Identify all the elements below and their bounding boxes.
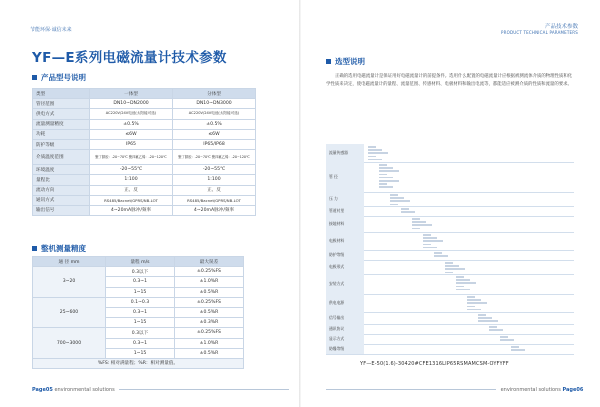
code-cell (423, 247, 437, 249)
code-cell (445, 262, 453, 264)
row-label: 环境温度 (33, 165, 90, 175)
code-cell (379, 183, 387, 185)
code-cell (368, 156, 376, 158)
code-cell (379, 174, 387, 176)
code-cell (423, 244, 431, 246)
footer-rule (119, 389, 289, 390)
selection-code-table (326, 144, 574, 354)
footer-brand: environmental solutions (54, 387, 115, 393)
selection-row (326, 162, 574, 193)
header-cell: 最大误差 (175, 257, 244, 267)
selection-row-label: 压 力 (326, 192, 364, 206)
section-model-title: 产品型号说明 (41, 73, 86, 82)
section-square-icon (326, 59, 331, 64)
table-row (33, 129, 256, 139)
code-cell (401, 211, 415, 213)
code-cell (511, 349, 525, 351)
header-tag-en: PRODUCT TECHNICAL PARAMETERS (501, 30, 578, 35)
cell: ±0.5%R (175, 348, 244, 358)
code-cell (500, 339, 514, 341)
code-cell (467, 302, 487, 304)
code-cell (467, 306, 475, 308)
row-label: 防护等级 (33, 139, 90, 149)
section-accuracy-title: 整机测量精度 (41, 244, 86, 253)
code-cell (478, 320, 498, 322)
table-row (33, 165, 256, 175)
selection-row (326, 294, 574, 313)
code-cell (423, 234, 431, 236)
table-row (33, 119, 256, 129)
header-cell: 一体型 (90, 89, 173, 99)
code-cell (445, 268, 465, 270)
right-header-tag (501, 22, 578, 35)
code-cell (456, 289, 470, 291)
code-cell (379, 177, 393, 179)
row-label: 量程比 (33, 175, 90, 185)
cell: AC220V/24V电池(太阳能可选) (90, 109, 173, 119)
code-cell (368, 159, 382, 161)
selection-row (326, 344, 574, 355)
header-cell: 分体型 (173, 89, 256, 99)
cell: ±0.5% (173, 119, 256, 129)
selection-row-label: 显示方式 (326, 334, 364, 344)
cell: 1~15 (106, 287, 175, 297)
code-cell (412, 228, 420, 230)
table-row (33, 139, 256, 149)
selection-row-label: 流量传感器 (326, 144, 364, 162)
code-cell (478, 317, 492, 319)
selection-row-label: 信号输出 (326, 312, 364, 324)
cell: ±1.0%R (175, 277, 244, 287)
row-label: 输出信号 (33, 205, 90, 215)
code-cell (489, 329, 503, 331)
cell: 0.3~1 (106, 307, 175, 317)
row-label: 供电方式 (33, 109, 90, 119)
selection-row-label: 接地材料 (326, 216, 364, 232)
cell: 4~20mA脉冲/频率 (90, 205, 173, 215)
code-cell (423, 237, 437, 239)
model-spec-table (32, 88, 256, 216)
code-cell (390, 204, 398, 206)
code-cell (511, 346, 519, 348)
cell: AC220V/24V电池(太阳能可选) (173, 109, 256, 119)
diameter-cell: 25~600 (33, 297, 106, 328)
cell: 聚丁腈胶：-20~70℃ 聚四氟乙烯：-20~120℃ (173, 150, 256, 165)
code-cell (412, 218, 420, 220)
document-title: YF—E系列电磁流量计技术参数 (32, 50, 227, 66)
section-square-icon (32, 246, 37, 251)
selection-row-label: 供电电源 (326, 294, 364, 312)
code-cell (368, 149, 382, 151)
code-cell (379, 180, 399, 182)
code-cell (467, 299, 481, 301)
selection-row (326, 260, 574, 275)
code-cell (368, 152, 388, 154)
table-row (33, 205, 256, 215)
table-row (33, 109, 256, 119)
cell: ±1.0%R (175, 338, 244, 348)
table-row (33, 150, 256, 165)
accuracy-table (32, 256, 244, 369)
selection-row (326, 144, 574, 163)
cell: RS485/Bacnet/GPRS/NB-LOT (90, 195, 173, 205)
selection-row-label: 防护等级 (326, 250, 364, 260)
header-tag-cn: 产品技术参数 (544, 24, 578, 30)
cell: RS485/Bacnet/GPRS/NB-LOT (173, 195, 256, 205)
code-cell (379, 167, 393, 169)
row-label: 管径范围 (33, 99, 90, 109)
selection-row (326, 192, 574, 207)
cell: ±0.3%R (175, 318, 244, 328)
code-cell (456, 286, 464, 288)
cell: 1~15 (106, 318, 175, 328)
code-cell (489, 326, 497, 328)
code-cell (467, 296, 475, 298)
code-cell (456, 282, 476, 284)
code-cell (379, 164, 387, 166)
code-cell (423, 240, 443, 242)
section-selection-heading (326, 56, 365, 67)
code-cell (401, 208, 409, 210)
table-row (33, 328, 244, 338)
cell: ±0.25%FS (175, 267, 244, 277)
selection-row-label: 通讯协议 (326, 324, 364, 334)
cell: IP65/IP68 (173, 139, 256, 149)
right-footer (326, 387, 583, 393)
cell: 1:100 (90, 175, 173, 185)
page-number: Page06 (562, 387, 584, 393)
header-cell: 通 径 mm (33, 257, 106, 267)
table-row (33, 175, 256, 185)
diameter-cell: 3~20 (33, 267, 106, 298)
code-cell (379, 170, 399, 172)
row-label: 介质温度范围 (33, 150, 90, 165)
table-header-row (33, 89, 256, 99)
cell: 1~15 (106, 348, 175, 358)
cell: 正、反 (173, 185, 256, 195)
accuracy-note: %FS: 相对满量程；%R：相对测量值。 (33, 358, 244, 368)
cell: DN10~DN3000 (173, 99, 256, 109)
code-cell (412, 221, 426, 223)
table-header-row (33, 257, 244, 267)
left-footer (32, 387, 289, 393)
code-cell (412, 224, 432, 226)
cell: 0.3~1 (106, 277, 175, 287)
code-cell (434, 252, 442, 254)
table-row (33, 267, 244, 277)
selection-row-label: 电极形式 (326, 260, 364, 274)
code-cell (379, 186, 393, 188)
cell: ±0.5%R (175, 287, 244, 297)
cell: 1:100 (173, 175, 256, 185)
header-cell: 量程 m/s (106, 257, 175, 267)
code-cell (390, 197, 404, 199)
cell: ±0.5% (90, 119, 173, 129)
selection-row (326, 274, 574, 295)
section-model-heading (32, 72, 86, 83)
table-row (33, 195, 256, 205)
cell: -20~55℃ (173, 165, 256, 175)
code-cell (467, 309, 481, 311)
cell: 正、反 (90, 185, 173, 195)
section-selection-title: 选型说明 (335, 57, 365, 66)
selection-row-label: 电极材料 (326, 232, 364, 250)
cell: ±0.25%FS (175, 297, 244, 307)
cell: ≤6W (90, 129, 173, 139)
cell: 0.3~1 (106, 338, 175, 348)
selection-row-label: 管道衬里 (326, 206, 364, 216)
page-spine (299, 0, 301, 407)
cell: 0.3以下 (106, 328, 175, 338)
header-cell: 类型 (33, 89, 90, 99)
section-square-icon (32, 75, 37, 80)
cell: ±0.5%R (175, 307, 244, 317)
code-cell (456, 279, 470, 281)
footer-rule (326, 389, 496, 390)
cell: DN10~DN2000 (90, 99, 173, 109)
code-cell (368, 146, 376, 148)
table-note-row (33, 358, 244, 368)
page-number: Page05 (32, 387, 53, 393)
cell: 聚丁腈胶：-20~70℃ 聚四氟乙烯：-20~120℃ (90, 150, 173, 165)
cell: ±0.25%FS (175, 328, 244, 338)
cell: -20~55℃ (90, 165, 173, 175)
row-label: 流量测量精度 (33, 119, 90, 129)
code-cell (500, 336, 508, 338)
row-label: 通讯方式 (33, 195, 90, 205)
model-string: YF—E-50(1.6)-30420#CFE1316LIP65RSMAMCSM-OYFYFF (360, 361, 509, 367)
selection-row (326, 232, 574, 251)
cell: 4~20mA脉冲/频率 (173, 205, 256, 215)
selection-row (326, 216, 574, 233)
selection-row-label: 管 径 (326, 162, 364, 192)
code-cell (445, 272, 453, 274)
code-cell (478, 314, 486, 316)
cell: 0.1~0.3 (106, 297, 175, 307)
code-cell (445, 265, 459, 267)
table-row (33, 99, 256, 109)
code-cell (434, 255, 448, 257)
table-row (33, 185, 256, 195)
row-label: 功耗 (33, 129, 90, 139)
code-cell (390, 200, 410, 202)
left-header-tag: 节能环保·诚信未来 (30, 27, 72, 33)
code-cell (390, 194, 398, 196)
selection-row-label: 安装方式 (326, 274, 364, 294)
footer-brand: environmental solutions (500, 387, 561, 393)
selection-row-label: 防爆等级 (326, 344, 364, 354)
cell: IP65 (90, 139, 173, 149)
table-row (33, 297, 244, 307)
code-cell (456, 276, 464, 278)
cell: 0.3以下 (106, 267, 175, 277)
section-accuracy-heading (32, 243, 86, 254)
selection-description: 正确的选用电磁流量计是保证用好电磁流量计的前提条件。选用什么配置的电磁流量计应根据被测流体介质的物理性质和化学性质来决定，使电磁流量计的量程、流量范围、传感材料、电极材料和输出电流等，都能适应被测介质的性质和流量的要求。 (326, 74, 573, 87)
cell: ≤6W (173, 129, 256, 139)
diameter-cell: 700~3000 (33, 328, 106, 359)
row-label: 流动方向 (33, 185, 90, 195)
